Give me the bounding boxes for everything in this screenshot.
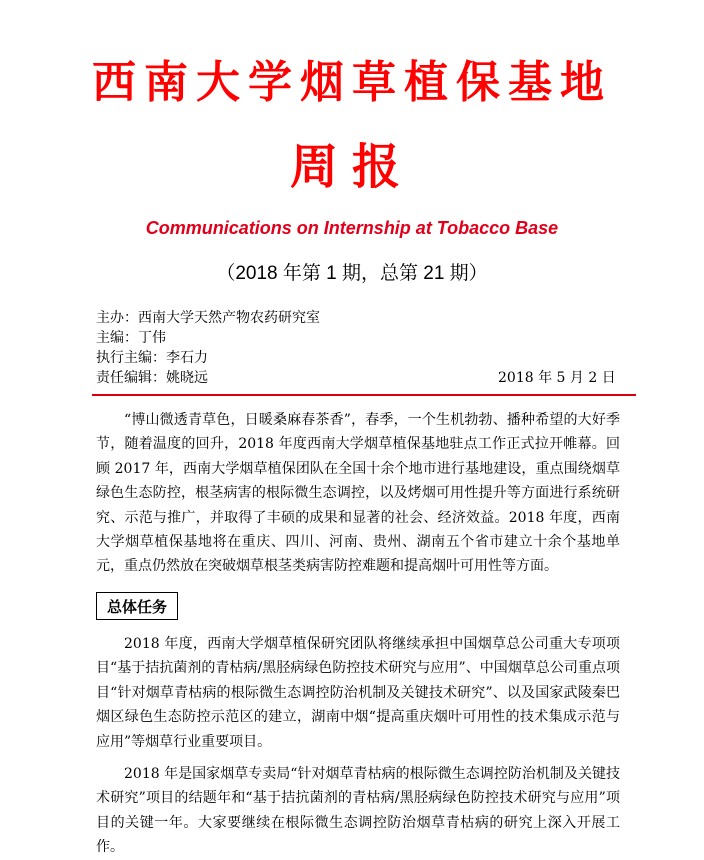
report-title: 西南大学烟草植保基地 [92,57,612,108]
report-subtitle: 周报 [289,139,414,195]
header-divider [92,394,636,396]
exec-editor-line: 执行主编：李石力 [96,350,208,366]
section-heading-overall-tasks: 总体任务 [96,592,178,620]
task-paragraph-2: 2018 年是国家烟草专卖局“针对烟草青枯病的根际微生态调控防治机制及关键技术研究”项目的结题年和“基于拮抗菌剂的青枯病/黑胫病绿色防控技术研究与应用”项目的关键一年。大家要继续在根际微生态调控防治烟草青枯病的研究上深入开展工作。 [96,766,620,856]
sponsor-line: 主办：西南大学天然产物农药研究室 [96,310,320,326]
issue-number: （2018 年第 1 期，总第 21 期） [216,263,488,284]
resp-editor-line: 责任编辑：姚晓远 [96,370,208,386]
editor-line: 主编：丁伟 [96,330,166,346]
task-paragraph-1: 2018 年度，西南大学烟草植保研究团队将继续承担中国烟草总公司重大专项项目“基于拮抗菌剂的青枯病/黑胫病绿色防控技术研究与应用”、中国烟草总公司重点项目“针对烟草青枯病的根际微生态调控防治机制及关键技术研究”、以及国家武陵秦巴烟区绿色生态防控示范区的建立，湖南中烟“提高重庆烟叶可用性的技术集成示范与应用”等烟草行业重要项目。 [96,636,620,750]
english-title: Communications on Internship at Tobacco Base [145,218,559,238]
intro-paragraph: “博山微透青草色，日暖桑麻春茶香”，春季，一个生机勃勃、播种希望的大好季节，随着温度的回升，2018 年度西南大学烟草植保基地驻点工作正式拉开帷幕。回顾 2017 年，西南大学烟草植保团队在全国十余个地市进行基地建设，重点围绕烟草绿色生态防控，根茎病害的根际微生态调控，以及烤烟可用性提升等方面进行系统研究、示范与推广，并取得了丰硕的成果和显著的社会、经济效益。2018 年度，西南大学烟草植保基地将在重庆、四川、河南、贵州、湖南五个省市建立十余个基地单元，重点仍然放在突破烟草根茎类病害防控难题和提高烟叶可用性等方面。 [96,412,620,575]
masthead [96,308,320,388]
publication-date: 2018 年 5 月 2 日 [498,370,616,386]
